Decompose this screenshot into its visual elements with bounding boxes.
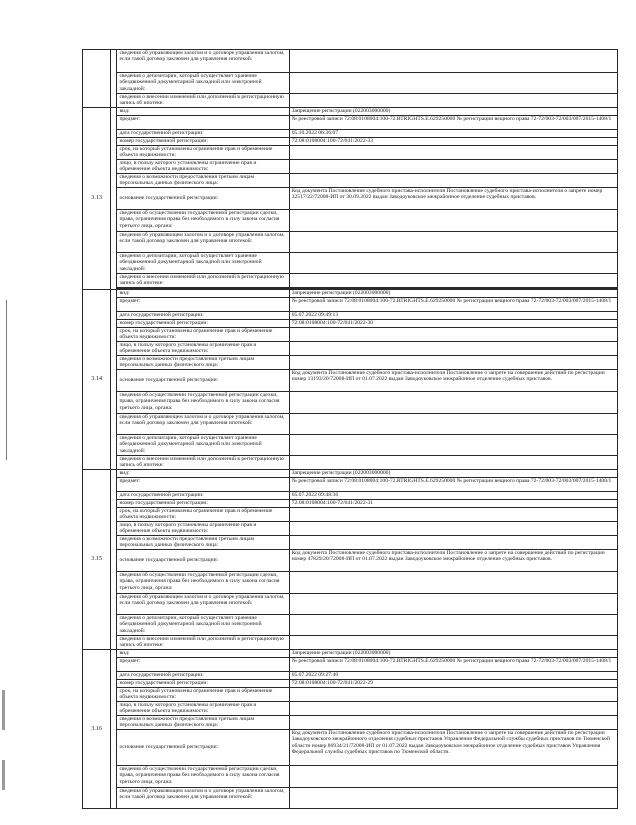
table-row	[83, 312, 618, 320]
row-label: дата государственной регистрации:	[117, 312, 289, 320]
table-row	[83, 138, 618, 146]
row-value	[289, 435, 617, 456]
row-label: предмет:	[117, 658, 289, 672]
row-label: номер государственной регистрации:	[117, 138, 289, 146]
row-value: Код документа Постановление судебного пристава-исполнителя Постановление о запрете на совершение действий по регистрации номер 13193/20/72008-ИП от 01.07.2022 выдан Заводоуковское межрайонное отделение судебных приставов.	[289, 370, 617, 392]
row-label: сведения о внесении изменений или дополнений в регистрационную запись об ипотеке:	[117, 636, 289, 650]
row-label: сведения о депозитарии, который осуществляет хранение обездвиженной документарной закладной или электронной закладной:	[117, 73, 289, 94]
row-value	[289, 356, 617, 370]
table-row	[83, 414, 618, 435]
entry-number-cell	[83, 50, 111, 108]
row-value: Запрещение регистрации (022003000000)	[289, 108, 617, 116]
row-value	[289, 253, 617, 274]
row-label: лицо, в пользу которого установлены ограничение прав и обременение объекта недвижимости:	[117, 522, 289, 536]
row-value	[289, 702, 617, 716]
table-row	[83, 210, 618, 232]
table-row	[83, 688, 618, 702]
table-row	[83, 658, 618, 672]
row-value: Код документа Постановление судебного пристава-исполнителя Постановление судебного пристава-исполнителя о запрете номер 32517/22/72008-ИП от 30.09.2022 выдан Заводоуковское межрайонное отделение судебных приставов.	[289, 188, 617, 210]
row-value	[289, 414, 617, 435]
row-value: 72:08:0108004:100-72/041/2022-30	[289, 320, 617, 328]
row-label: дата государственной регистрации:	[117, 492, 289, 500]
row-value	[289, 594, 617, 615]
row-label: сведения о депозитарии, который осуществляет хранение обездвиженной документарной закладной или электронной закладной:	[117, 253, 289, 274]
row-value: Запрещение регистрации (022003000000)	[289, 290, 617, 298]
table-row	[83, 342, 618, 356]
row-label: сведения о возможности предоставления третьим лицам персональных данных физического лица:	[117, 356, 289, 370]
table-row	[83, 470, 618, 478]
row-value	[289, 615, 617, 636]
row-label: предмет:	[117, 116, 289, 130]
row-label: сведения об управляющем залогом и о договоре управления залогом, если такой договор заключен для управления ипотекой:	[117, 788, 289, 809]
row-label: сведения о возможности предоставления третьим лицам персональных данных физического лица:	[117, 536, 289, 550]
row-value: № реестровой записи 72:08:0108004:100-72.RTRIGHTS.E.629250000 № регистрации вещного права 72-72/003-72/003/007/2015-1408/1	[289, 116, 617, 130]
row-value	[289, 456, 617, 470]
table-row	[83, 94, 618, 108]
row-label: лицо, в пользу которого установлены ограничение прав и обременение объекта недвижимости:	[117, 160, 289, 174]
row-value: Код документа Постановление судебного пристава-исполнителя Постановление о запрете на совершение действий по регистрации номер 47829/20/72008-ИП от 01.07.2022 выдан Заводоуковское межрайонное отделение судебных приставов.	[289, 550, 617, 572]
table-row	[83, 522, 618, 536]
row-label: сведения об управляющем залогом и о договоре управления залогом, если такой договор заключен для управления ипотекой:	[117, 232, 289, 253]
row-value	[289, 328, 617, 342]
row-label: сведения об управляющем залогом и о договоре управления залогом, если такой договор заключен для управления ипотекой:	[117, 594, 289, 615]
table-row	[83, 435, 618, 456]
table-row	[83, 456, 618, 470]
entry-number: 3.15	[83, 470, 111, 650]
row-label: сведения об осуществлении государственной регистрации сделки, права, ограничения права без необходимого в силу закона согласия третьего лица, органа:	[117, 392, 289, 414]
row-label: предмет:	[117, 298, 289, 312]
row-value: № реестровой записи 72:08:0108004:100-72.RTRIGHTS.E.629250000 № регистрации вещного права 72-72/003-72/003/007/2015-1408/1	[289, 658, 617, 672]
table-row	[83, 174, 618, 188]
entry-number: 3.14	[83, 290, 111, 470]
row-value	[289, 342, 617, 356]
row-label: сведения о внесении изменений или дополнений в регистрационную запись об ипотеке:	[117, 456, 289, 470]
row-value	[289, 210, 617, 232]
row-value	[289, 73, 617, 94]
row-label: срок, на который установлены ограничение прав и обременение объекта недвижимости:	[117, 146, 289, 160]
table-row	[83, 328, 618, 342]
table-row	[83, 702, 618, 716]
row-value: 05.07.2022 09:49:13	[289, 312, 617, 320]
encumbrance-table	[82, 49, 618, 809]
row-value: № реестровой записи 72:08:0108004:100-72.RTRIGHTS.E.629250000 № регистрации вещного права 72-72/003-72/003/007/2015-1408/1	[289, 478, 617, 492]
row-value	[289, 392, 617, 414]
table-row	[83, 536, 618, 550]
row-value	[289, 522, 617, 536]
row-value	[289, 766, 617, 788]
table-row	[83, 615, 618, 636]
row-label: вид:	[117, 470, 289, 478]
entry-number: 3.13	[83, 108, 111, 290]
table-row	[83, 290, 618, 298]
row-label: срок, на который установлены ограничение прав и обременение объекта недвижимости:	[117, 328, 289, 342]
table-row	[83, 500, 618, 508]
row-value	[289, 50, 617, 73]
row-label: номер государственной регистрации:	[117, 500, 289, 508]
table-row	[83, 73, 618, 94]
table-row	[83, 672, 618, 680]
row-value: Запрещение регистрации (022003000000)	[289, 470, 617, 478]
table-row	[83, 716, 618, 730]
row-label: сведения об управляющем залогом и о договоре управления залогом, если такой договор заключен для управления ипотекой:	[117, 50, 289, 73]
row-label: основание государственной регистрации:	[117, 188, 289, 210]
scan-margin-mark	[2, 690, 5, 730]
row-label: вид:	[117, 290, 289, 298]
row-value: 05.10.2022 06:36:07	[289, 130, 617, 138]
row-label: сведения об осуществлении государственной регистрации сделки, права, ограничения права без необходимого в силу закона согласия третьего лица, органа:	[117, 572, 289, 594]
row-value	[289, 508, 617, 522]
row-value: 72:08:0108004:100-72/041/2022-29	[289, 680, 617, 688]
row-value: 72:08:0108004:100-72/041/2022-33	[289, 138, 617, 146]
table-row	[83, 594, 618, 615]
table-row	[83, 232, 618, 253]
row-label: срок, на который установлены ограничение прав и обременение объекта недвижимости:	[117, 688, 289, 702]
scan-margin-mark	[2, 760, 5, 790]
row-value	[289, 174, 617, 188]
row-value	[289, 274, 617, 288]
row-value	[289, 536, 617, 550]
row-label: предмет:	[117, 478, 289, 492]
table-row	[83, 636, 618, 650]
table-row	[83, 730, 618, 766]
row-label: сведения об управляющем залогом и о договоре управления залогом, если такой договор заключен для управления ипотекой:	[117, 414, 289, 435]
row-value	[289, 160, 617, 174]
row-value: 05.07.2022 09:27:40	[289, 672, 617, 680]
row-value: 72:08:0108004:100-72/041/2022-31	[289, 500, 617, 508]
table-row	[83, 550, 618, 572]
row-label: сведения об осуществлении государственной регистрации сделки, права, ограничения права без необходимого в силу закона согласия третьего лица, органа:	[117, 210, 289, 232]
row-value: 05.07.2022 09:48:36	[289, 492, 617, 500]
row-label: вид:	[117, 108, 289, 116]
row-label: лицо, в пользу которого установлены ограничение прав и обременение объекта недвижимости:	[117, 342, 289, 356]
row-value	[289, 572, 617, 594]
table-row	[83, 572, 618, 594]
table-row	[83, 50, 618, 73]
table-row	[83, 478, 618, 492]
entry-number: 3.16	[83, 650, 111, 809]
row-value: Код документа Постановление судебного пристава-исполнителя Постановление о запрете на совершение действий по регистрации Заводоуковского межрайонного отделения судебных приставов Управления Федеральной службы судебных приставов по Тюменской области номер 86934/21/72008-ИП от 01.07.2022 выдан Заводоуковское межрайонное отделение судебных приставов Управления Федеральной службы судебных приставов по Тюменской области.	[289, 730, 617, 766]
row-value: № реестровой записи 72:08:0108004:100-72.RTRIGHTS.E.629250000 № регистрации вещного права 72-72/003-72/003/007/2015-1408/1	[289, 298, 617, 312]
row-value: Запрещение регистрации (022003000000)	[289, 650, 617, 658]
table-row	[83, 130, 618, 138]
table-row	[83, 146, 618, 160]
table-row	[83, 650, 618, 658]
row-label: сведения о депозитарии, который осуществляет хранение обездвиженной документарной закладной или электронной закладной:	[117, 435, 289, 456]
table-row	[83, 298, 618, 312]
table-row	[83, 492, 618, 500]
row-label: сведения о возможности предоставления третьим лицам персональных данных физического лица:	[117, 716, 289, 730]
scan-edge-line	[6, 300, 7, 460]
table-row	[83, 274, 618, 288]
table-row	[83, 188, 618, 210]
table-row	[83, 508, 618, 522]
row-label: срок, на который установлены ограничение прав и обременение объекта недвижимости:	[117, 508, 289, 522]
table-row	[83, 160, 618, 174]
row-label: дата государственной регистрации:	[117, 672, 289, 680]
row-label: сведения о депозитарии, который осуществляет хранение обездвиженной документарной закладной или электронной закладной:	[117, 615, 289, 636]
row-label: основание государственной регистрации:	[117, 730, 289, 766]
row-value	[289, 788, 617, 809]
row-value	[289, 716, 617, 730]
row-value	[289, 636, 617, 650]
table-row	[83, 320, 618, 328]
row-label: основание государственной регистрации:	[117, 550, 289, 572]
row-label: вид:	[117, 650, 289, 658]
row-value	[289, 688, 617, 702]
row-label: дата государственной регистрации:	[117, 130, 289, 138]
row-label: основание государственной регистрации:	[117, 370, 289, 392]
table-row	[83, 392, 618, 414]
table-row	[83, 116, 618, 130]
row-value	[289, 94, 617, 108]
table-row	[83, 356, 618, 370]
row-label: сведения о внесении изменений или дополнений в регистрационную запись об ипотеке:	[117, 94, 289, 108]
table-row	[83, 680, 618, 688]
row-label: номер государственной регистрации:	[117, 320, 289, 328]
row-label: сведения об осуществлении государственной регистрации сделки, права, ограничения права без необходимого в силу закона согласия третьего лица, органа:	[117, 766, 289, 788]
table-row	[83, 788, 618, 809]
table-row	[83, 253, 618, 274]
row-value	[289, 232, 617, 253]
table-row	[83, 370, 618, 392]
row-label: сведения о возможности предоставления третьим лицам персональных данных физического лица:	[117, 174, 289, 188]
table-row	[83, 766, 618, 788]
row-value	[289, 146, 617, 160]
row-label: номер государственной регистрации:	[117, 680, 289, 688]
row-label: лицо, в пользу которого установлены ограничение прав и обременение объекта недвижимости:	[117, 702, 289, 716]
table-row	[83, 108, 618, 116]
row-label: сведения о внесении изменений или дополнений в регистрационную запись об ипотеке:	[117, 274, 289, 288]
